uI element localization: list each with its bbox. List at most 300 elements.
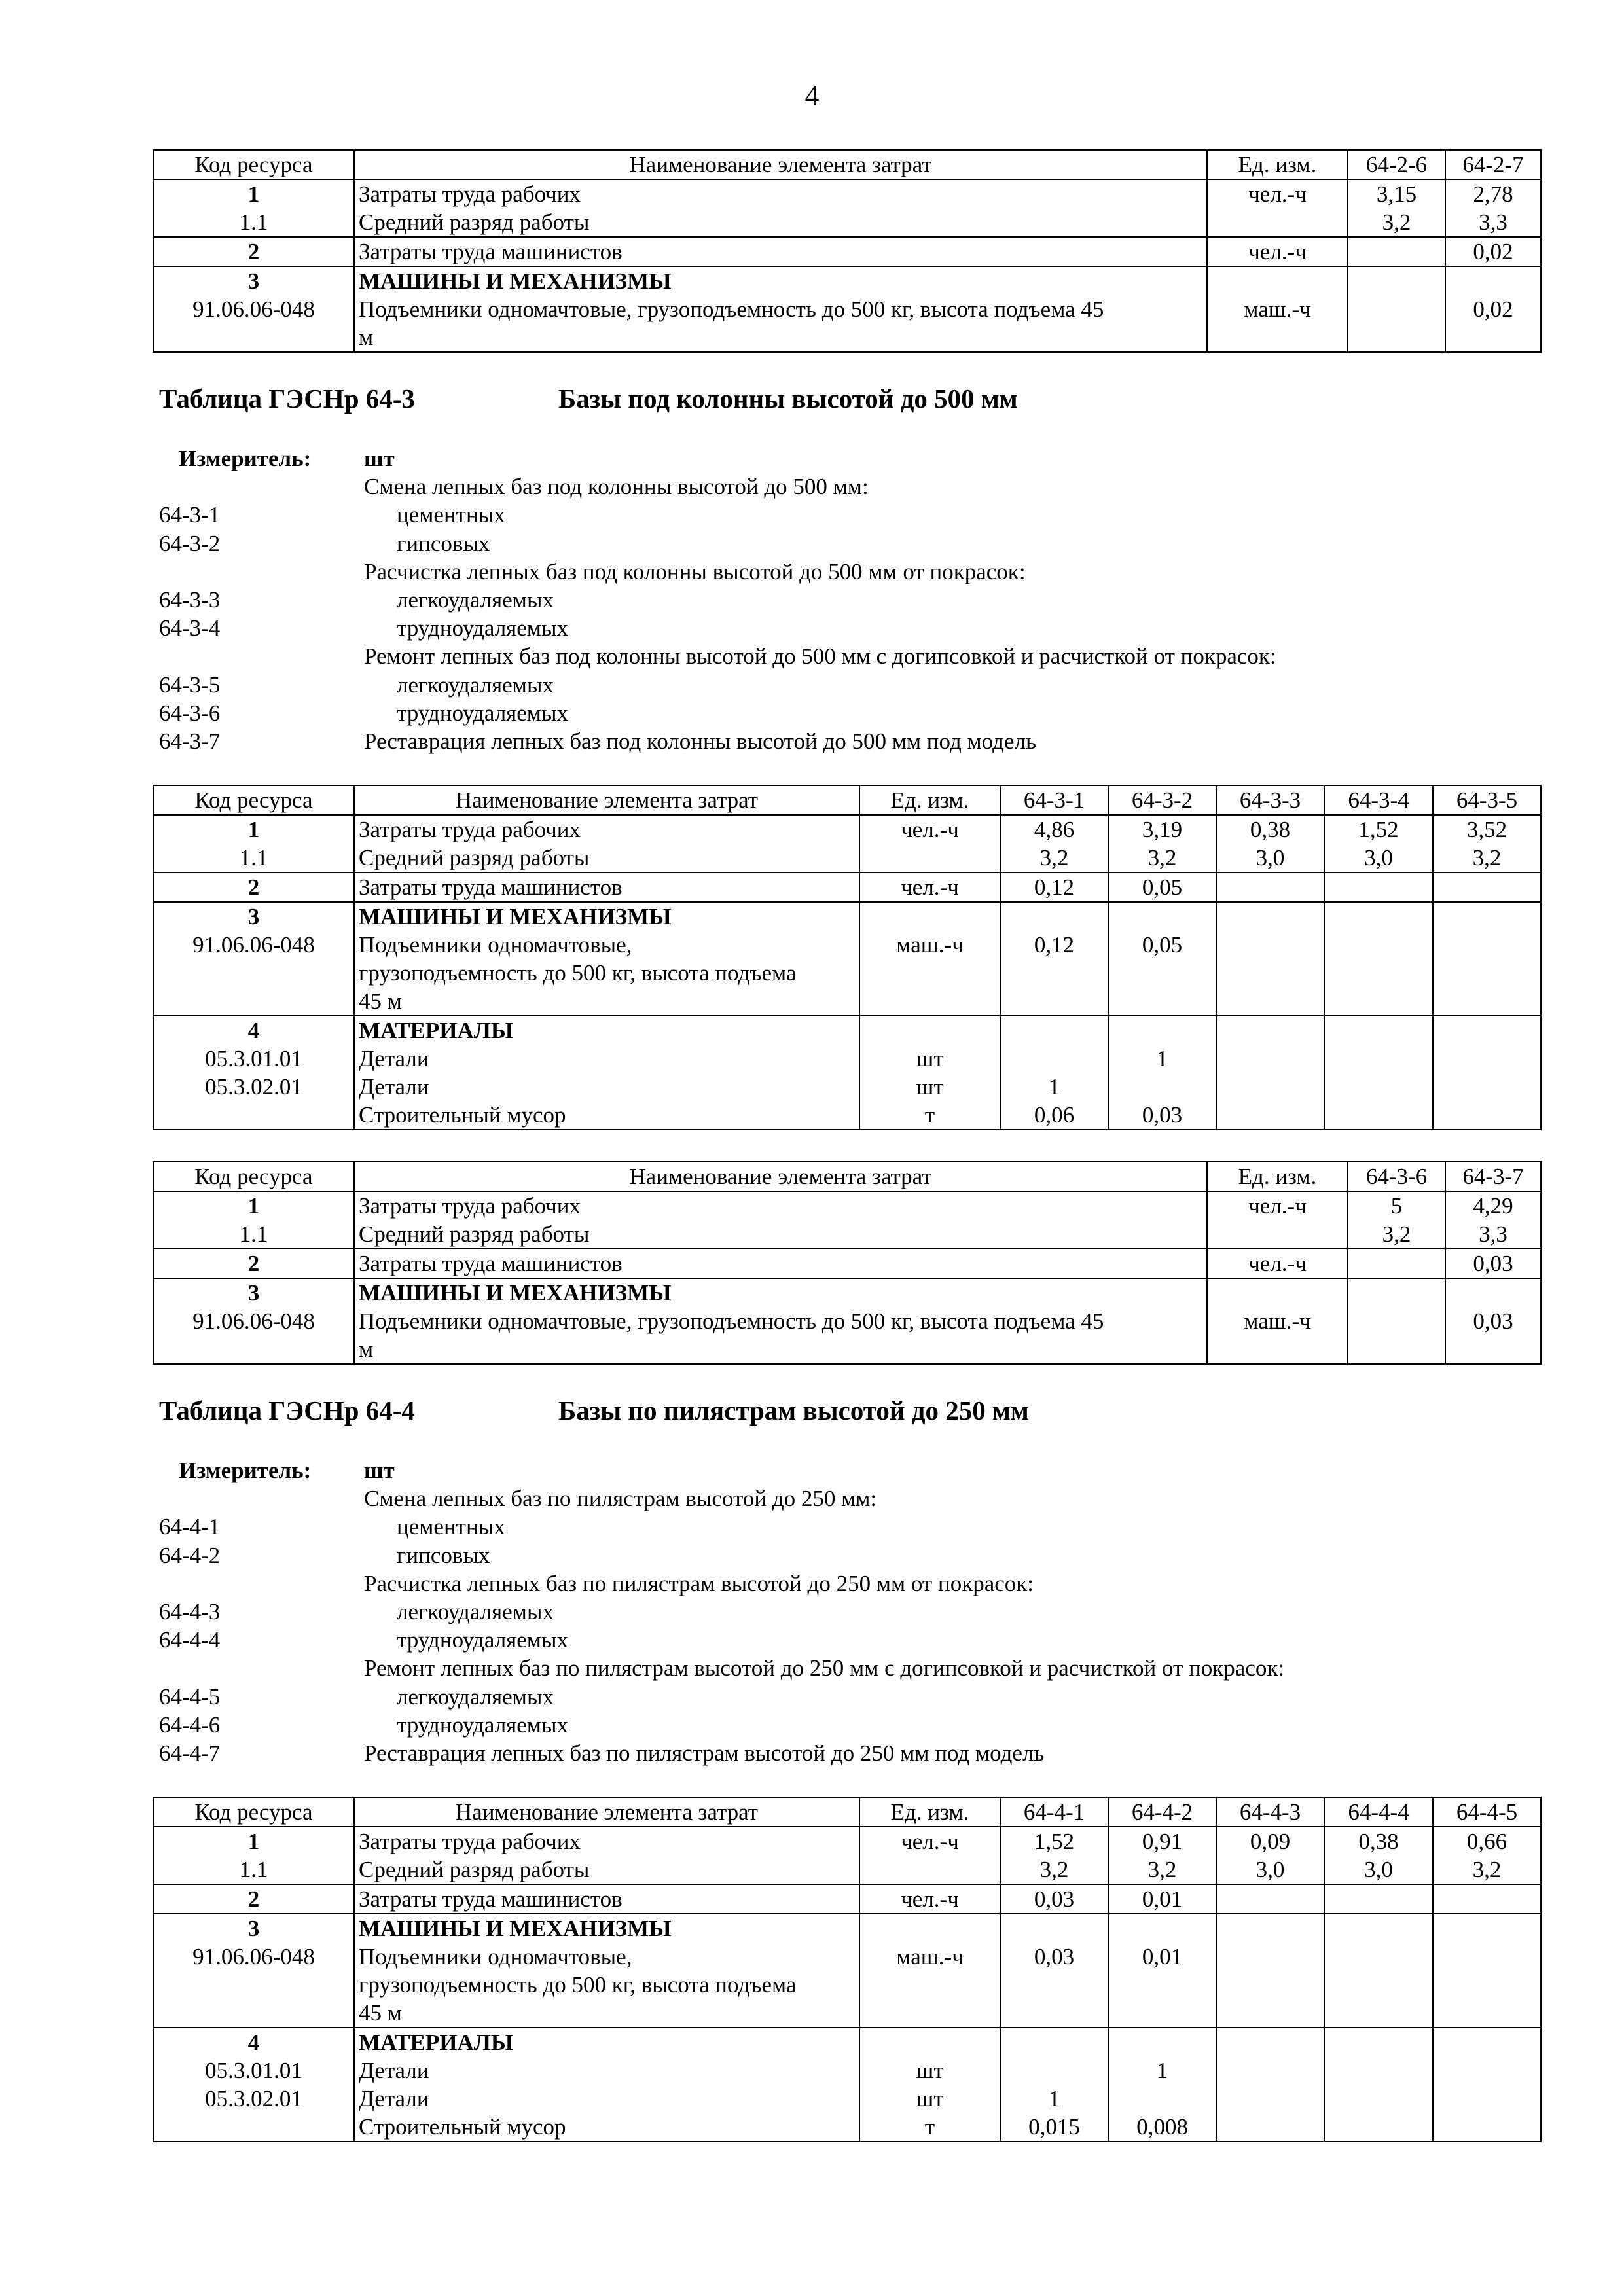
value <box>1329 1101 1428 1129</box>
value: 0,38 <box>1250 817 1291 842</box>
value: 1 <box>1156 2058 1168 2083</box>
header-row <box>153 150 1541 179</box>
resource-code <box>158 1335 350 1363</box>
cost-element-name: Затраты труда машинистов <box>359 874 623 900</box>
unit: чел.-ч <box>1248 181 1307 207</box>
value-cell <box>1324 1827 1433 1884</box>
unit: чел.-ч <box>1248 1251 1307 1276</box>
cost-element-name: МАШИНЫ И МЕХАНИЗМЫ <box>359 1916 672 1941</box>
value <box>1221 2028 1320 2056</box>
value <box>1352 267 1441 295</box>
cost-element-name: Затраты труда рабочих <box>359 181 581 207</box>
value-cell <box>1445 1191 1541 1249</box>
unit-cell <box>1207 237 1348 266</box>
cost-element-name-cell <box>354 1914 859 2028</box>
cost-element-name: Подъемники одномачтовые, грузоподъемность до 500 кг, высота подъема 45 <box>359 1308 1104 1334</box>
resource-code: 4 <box>247 1018 260 1043</box>
unit: чел.-ч <box>901 1886 959 1912</box>
value <box>1221 1971 1320 1999</box>
cost-element-name: Затраты труда рабочих <box>359 817 581 842</box>
column-header: 64-3-3 <box>1216 785 1324 815</box>
value <box>1005 2056 1104 2085</box>
resource-table-64-3-part1 <box>153 785 1542 1130</box>
value: 3,0 <box>1255 1857 1285 1882</box>
cost-element-name: грузоподъемность до 500 кг, высота подъема <box>359 960 797 986</box>
cost-element-name-cell <box>354 1016 859 1130</box>
value-cell <box>1108 902 1216 1016</box>
unit-cell <box>859 902 1000 1016</box>
value <box>1113 1016 1212 1045</box>
value-cell <box>1108 1914 1216 2028</box>
value: 3,3 <box>1479 209 1507 235</box>
value <box>1352 295 1441 323</box>
work-item-text: Реставрация лепных баз под колонны высотой до 500 мм под модель <box>364 728 1036 754</box>
value <box>1221 873 1320 901</box>
value-cell <box>1445 266 1541 352</box>
value: 1 <box>1048 1074 1060 1100</box>
work-item-text: Реставрация лепных баз по пилястрам высотой до 250 мм под модель <box>364 1740 1045 1766</box>
value <box>1437 1999 1536 2027</box>
value: 1 <box>1048 2086 1060 2111</box>
unit: шт <box>916 1046 944 1071</box>
value-cell <box>1433 902 1541 1016</box>
value <box>1450 1279 1536 1307</box>
value-cell <box>1324 815 1433 872</box>
cost-element-name: Средний разряд работы <box>359 1221 590 1247</box>
table-label: Таблица ГЭСНр 64-3 <box>159 384 415 414</box>
value <box>1005 2028 1104 2056</box>
measure-row <box>159 1456 1534 1484</box>
unit: шт <box>916 2058 944 2083</box>
work-item-row <box>159 671 1534 699</box>
value-cell <box>1108 872 1216 902</box>
value <box>1329 873 1428 901</box>
cost-element-name: Детали <box>359 1046 429 1071</box>
value-cell <box>1000 1914 1108 2028</box>
value-cell <box>1348 1191 1445 1249</box>
resource-code-cell <box>153 815 354 872</box>
unit-cell <box>1207 1191 1348 1249</box>
column-header: Наименование элемента затрат <box>354 1797 859 1827</box>
resource-code: 2 <box>247 1251 260 1276</box>
work-item-row <box>159 1626 1534 1654</box>
value <box>1221 2056 1320 2085</box>
value <box>1352 238 1441 266</box>
value <box>1005 903 1104 931</box>
unit <box>864 2028 996 2056</box>
column-header: Наименование элемента затрат <box>354 785 859 815</box>
value: 0,05 <box>1142 932 1183 958</box>
value: 0,03 <box>1473 1308 1513 1334</box>
resource-code: 1 <box>247 181 260 207</box>
value <box>1329 2113 1428 2141</box>
unit: чел.-ч <box>901 817 959 842</box>
value-cell <box>1433 872 1541 902</box>
value <box>1329 931 1428 959</box>
column-header: 64-4-1 <box>1000 1797 1108 1827</box>
unit: т <box>924 2114 935 2140</box>
value <box>1329 1016 1428 1045</box>
value <box>1113 987 1212 1015</box>
value <box>1005 1914 1104 1943</box>
value-cell <box>1348 1278 1445 1364</box>
unit-cell <box>1207 179 1348 237</box>
value <box>1437 2028 1536 2056</box>
value <box>1113 1999 1212 2027</box>
value-cell <box>1445 179 1541 237</box>
value-cell <box>1445 1249 1541 1278</box>
work-item-code: 64-3-3 <box>159 586 221 613</box>
value <box>1005 1999 1104 2027</box>
value <box>1005 1016 1104 1045</box>
value: 0,03 <box>1473 1251 1513 1276</box>
cost-element-name: Строительный мусор <box>359 1102 566 1128</box>
value-cell <box>1433 1884 1541 1914</box>
unit: т <box>924 1102 935 1128</box>
cost-element-name: МАШИНЫ И МЕХАНИЗМЫ <box>359 904 672 929</box>
value <box>1437 1016 1536 1045</box>
column-header: Ед. изм. <box>1207 150 1348 179</box>
value-cell <box>1216 1827 1324 1884</box>
value-cell <box>1433 1914 1541 2028</box>
unit <box>1212 1335 1343 1363</box>
value: 0,015 <box>1028 2114 1080 2140</box>
resource-code: 1 <box>247 817 260 842</box>
value <box>1221 1943 1320 1971</box>
value-cell <box>1216 1884 1324 1914</box>
table-label: Таблица ГЭСНр 64-4 <box>159 1395 415 1426</box>
table-row <box>153 179 1541 237</box>
work-item-text: цементных <box>397 502 505 528</box>
value: 0,91 <box>1142 1829 1183 1854</box>
work-item-text: Смена лепных баз под колонны высотой до 500 мм: <box>364 474 869 500</box>
value-cell <box>1348 179 1445 237</box>
resource-code-cell <box>153 902 354 1016</box>
cost-element-name: Затраты труда рабочих <box>359 1193 581 1219</box>
table-row <box>153 2028 1541 2142</box>
column-header: 64-3-7 <box>1445 1162 1541 1191</box>
work-item-code: 64-4-4 <box>159 1627 221 1653</box>
resource-code: 05.3.02.01 <box>205 1074 302 1100</box>
cost-element-name-cell <box>354 872 859 902</box>
value <box>1221 931 1320 959</box>
value <box>1005 959 1104 987</box>
table-row <box>153 1016 1541 1130</box>
work-item-text: Расчистка лепных баз по пилястрам высотой до 250 мм от покрасок: <box>364 1570 1034 1596</box>
cost-element-name: Средний разряд работы <box>359 845 590 870</box>
unit: чел.-ч <box>901 874 959 900</box>
resource-code: 2 <box>247 874 260 900</box>
resource-code: 3 <box>247 904 260 929</box>
unit <box>1212 267 1343 295</box>
value-cell <box>1216 1016 1324 1130</box>
table-title: Базы под колонны высотой до 500 мм <box>558 384 1018 414</box>
value <box>1329 1943 1428 1971</box>
unit-cell <box>1207 266 1348 352</box>
value <box>1113 1971 1212 1999</box>
resource-code: 91.06.06-048 <box>192 296 315 322</box>
value-cell <box>1000 815 1108 872</box>
value: 3,2 <box>1039 845 1069 870</box>
work-item-row <box>159 642 1534 670</box>
resource-code-cell <box>153 266 354 352</box>
value: 0,05 <box>1142 874 1183 900</box>
unit <box>864 1914 996 1943</box>
unit: шт <box>916 1074 944 1100</box>
work-item-code: 64-4-3 <box>159 1598 221 1624</box>
unit <box>864 844 996 872</box>
value-cell <box>1216 815 1324 872</box>
resource-code: 05.3.01.01 <box>205 1046 302 1071</box>
measure-label: Измеритель: <box>179 1458 312 1483</box>
value-cell <box>1348 237 1445 266</box>
work-item-text: Смена лепных баз по пилястрам высотой до 250 мм: <box>364 1486 877 1512</box>
column-header: Наименование элемента затрат <box>354 150 1207 179</box>
value: 0,008 <box>1136 2114 1188 2140</box>
value: 0,66 <box>1466 1829 1507 1854</box>
value: 3,2 <box>1147 1857 1177 1882</box>
cost-element-name: МАТЕРИАЛЫ <box>359 2030 514 2055</box>
value-cell <box>1000 2028 1108 2142</box>
value: 0,06 <box>1034 1102 1075 1128</box>
value: 3,19 <box>1142 817 1183 842</box>
cost-element-name: 45 м <box>359 2000 402 2026</box>
resource-table-64-2 <box>153 149 1542 353</box>
work-item-row <box>159 473 1534 501</box>
work-item-text: Ремонт лепных баз по пилястрам высотой до 250 мм с догипсовкой и расчисткой от покрасок: <box>364 1655 1285 1681</box>
value: 0,03 <box>1034 1944 1075 1969</box>
table-title: Базы по пилястрам высотой до 250 мм <box>558 1395 1029 1426</box>
work-item-text: легкоудаляемых <box>397 1598 554 1624</box>
unit-cell <box>859 1016 1000 1130</box>
column-header: 64-2-6 <box>1348 150 1445 179</box>
value <box>1437 1073 1536 1101</box>
column-header: 64-2-7 <box>1445 150 1541 179</box>
value <box>1329 1045 1428 1073</box>
resource-code-cell <box>153 872 354 902</box>
value <box>1437 1045 1536 1073</box>
measure-block-64-3 <box>159 444 1534 755</box>
value <box>1437 931 1536 959</box>
value <box>1113 2028 1212 2056</box>
cost-element-name-cell <box>354 1249 1207 1278</box>
header-row <box>153 1797 1541 1827</box>
work-item-code: 64-3-1 <box>159 502 221 528</box>
column-header: 64-4-2 <box>1108 1797 1216 1827</box>
unit: шт <box>916 2086 944 2111</box>
unit-cell <box>859 815 1000 872</box>
resource-table-64-3-part2 <box>153 1161 1542 1365</box>
value-cell <box>1348 266 1445 352</box>
work-item-text: трудноудаляемых <box>397 615 568 641</box>
cost-element-name-cell <box>354 266 1207 352</box>
resource-code-cell <box>153 237 354 266</box>
resource-code: 3 <box>247 1916 260 1941</box>
cost-element-name-cell <box>354 2028 859 2142</box>
value <box>1113 903 1212 931</box>
value <box>1221 1885 1320 1913</box>
table-row <box>153 237 1541 266</box>
value: 3,2 <box>1382 1221 1411 1247</box>
value <box>1221 959 1320 987</box>
resource-code <box>158 2113 350 2141</box>
cost-element-name-cell <box>354 179 1207 237</box>
header-row <box>153 785 1541 815</box>
work-item-row <box>159 1598 1534 1626</box>
cost-element-name-cell <box>354 815 859 872</box>
resource-code: 1 <box>247 1193 260 1219</box>
value <box>1352 323 1441 351</box>
work-item-text: цементных <box>397 1514 505 1540</box>
value <box>1221 1045 1320 1073</box>
column-header: 64-4-5 <box>1433 1797 1541 1827</box>
value-cell <box>1324 1914 1433 2028</box>
resource-code-cell <box>153 1827 354 1884</box>
cost-element-name: Детали <box>359 2058 429 2083</box>
resource-code: 4 <box>247 2030 260 2055</box>
unit <box>1212 1220 1343 1248</box>
value: 3,2 <box>1472 845 1502 870</box>
value-cell <box>1000 1016 1108 1130</box>
work-item-row <box>159 586 1534 614</box>
value <box>1329 987 1428 1015</box>
cost-element-name: МАШИНЫ И МЕХАНИЗМЫ <box>359 268 672 294</box>
value: 0,02 <box>1473 239 1513 264</box>
value: 3,0 <box>1364 1857 1393 1882</box>
value-cell <box>1445 237 1541 266</box>
work-item-text: Расчистка лепных баз под колонны высотой до 500 мм от покрасок: <box>364 558 1026 584</box>
value <box>1221 1101 1320 1129</box>
value <box>1221 1914 1320 1943</box>
value <box>1005 1971 1104 1999</box>
cost-element-name-cell <box>354 902 859 1016</box>
work-item-code: 64-4-2 <box>159 1542 221 1568</box>
value: 3,2 <box>1039 1857 1069 1882</box>
unit <box>864 903 996 931</box>
value <box>1437 2113 1536 2141</box>
work-item-code: 64-3-2 <box>159 530 221 556</box>
resource-code-cell <box>153 1016 354 1130</box>
cost-element-name: Подъемники одномачтовые, <box>359 932 632 958</box>
column-header: Код ресурса <box>153 1162 354 1191</box>
unit <box>864 1856 996 1884</box>
work-item-row <box>159 1484 1534 1513</box>
column-header: 64-3-6 <box>1348 1162 1445 1191</box>
value <box>1437 2056 1536 2085</box>
value <box>1437 959 1536 987</box>
cost-element-name-cell <box>354 1278 1207 1364</box>
unit <box>864 987 996 1015</box>
work-item-row <box>159 614 1534 642</box>
work-item-row <box>159 1739 1534 1767</box>
work-item-row <box>159 1541 1534 1570</box>
value: 3,2 <box>1382 209 1411 235</box>
table-row <box>153 1827 1541 1884</box>
work-item-row <box>159 1570 1534 1598</box>
table-row <box>153 815 1541 872</box>
column-header: 64-3-4 <box>1324 785 1433 815</box>
value <box>1450 267 1536 295</box>
cost-element-name: Строительный мусор <box>359 2114 566 2140</box>
value-cell <box>1324 902 1433 1016</box>
column-header: Код ресурса <box>153 150 354 179</box>
resource-code: 91.06.06-048 <box>192 932 315 958</box>
unit <box>864 1999 996 2027</box>
resource-code <box>158 1101 350 1129</box>
table-row <box>153 1884 1541 1914</box>
unit <box>864 1016 996 1045</box>
section-heading-64-4 <box>159 1395 1029 1426</box>
value <box>1329 1073 1428 1101</box>
value-cell <box>1108 2028 1216 2142</box>
value-cell <box>1216 2028 1324 2142</box>
measure-label: Измеритель: <box>179 446 312 471</box>
value-cell <box>1108 1827 1216 1884</box>
resource-code <box>158 987 350 1015</box>
table-row <box>153 1249 1541 1278</box>
value <box>1113 1914 1212 1943</box>
resource-code: 1 <box>247 1829 260 1854</box>
value <box>1450 1335 1536 1363</box>
unit-cell <box>859 1827 1000 1884</box>
value: 0,09 <box>1250 1829 1291 1854</box>
value <box>1005 1045 1104 1073</box>
value <box>1221 1073 1320 1101</box>
table-row <box>153 902 1541 1016</box>
unit <box>864 1971 996 1999</box>
work-item-row <box>159 1654 1534 1682</box>
value: 0,03 <box>1142 1102 1183 1128</box>
value: 3,0 <box>1364 845 1393 870</box>
value <box>1329 959 1428 987</box>
unit-cell <box>1207 1249 1348 1278</box>
column-header: 64-3-5 <box>1433 785 1541 815</box>
unit <box>1212 1279 1343 1307</box>
unit: чел.-ч <box>1248 239 1307 264</box>
work-item-text: гипсовых <box>397 1542 490 1568</box>
resource-code <box>158 959 350 987</box>
unit: маш.-ч <box>896 1944 964 1969</box>
work-item-code: 64-4-6 <box>159 1712 221 1738</box>
cost-element-name: Средний разряд работы <box>359 1857 590 1882</box>
value: 0,01 <box>1142 1944 1183 1969</box>
cost-element-name: Подъемники одномачтовые, грузоподъемность до 500 кг, высота подъема 45 <box>359 296 1104 322</box>
cost-element-name: Затраты труда машинистов <box>359 1251 623 1276</box>
value <box>1005 987 1104 1015</box>
work-item-text: легкоудаляемых <box>397 1683 554 1710</box>
value <box>1329 1885 1428 1913</box>
resource-code-cell <box>153 1884 354 1914</box>
measure-block-64-4 <box>159 1456 1534 1767</box>
cost-element-name: Затраты труда машинистов <box>359 239 623 264</box>
work-item-text: трудноудаляемых <box>397 1627 568 1653</box>
work-item-row <box>159 558 1534 586</box>
cost-element-name-cell <box>354 1884 859 1914</box>
value <box>1437 1101 1536 1129</box>
resource-code: 1.1 <box>239 845 268 870</box>
value-cell <box>1324 2028 1433 2142</box>
cost-element-name: м <box>359 1336 374 1362</box>
value <box>1329 2028 1428 2056</box>
cost-element-name: грузоподъемность до 500 кг, высота подъема <box>359 1972 797 1998</box>
cost-element-name: Подъемники одномачтовые, <box>359 1944 632 1969</box>
cost-element-name: Затраты труда рабочих <box>359 1829 581 1854</box>
resource-table-64-4 <box>153 1797 1542 2142</box>
resource-code <box>158 323 350 351</box>
value: 4,29 <box>1473 1193 1513 1219</box>
resource-code: 3 <box>247 1280 260 1306</box>
resource-code <box>158 1999 350 2027</box>
